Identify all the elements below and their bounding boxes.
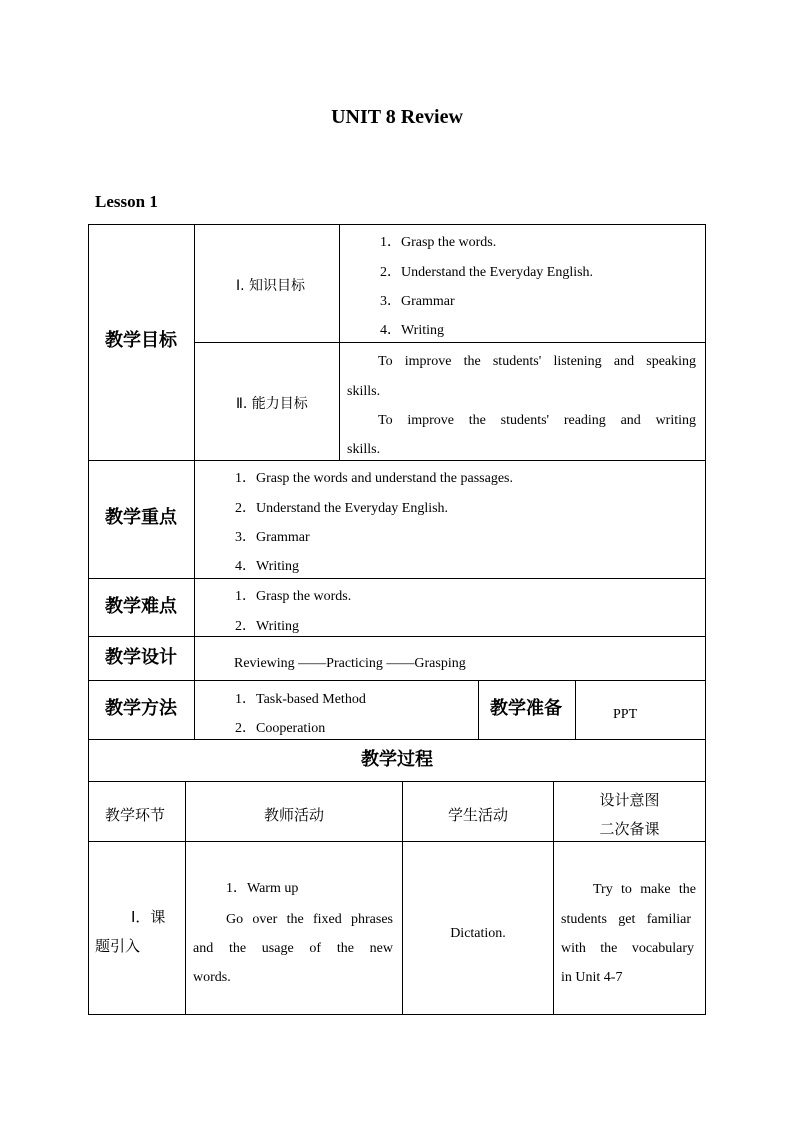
ability-text-line: skills. (347, 384, 381, 399)
objectives-label: 教学目标 (105, 330, 177, 351)
divider (88, 636, 706, 637)
divider (575, 680, 576, 739)
divider (194, 224, 195, 739)
design-intent-line: in Unit 4-7 (561, 970, 623, 985)
header-student: 学生活动 (447, 806, 508, 824)
preparation-label: 教学准备 (490, 698, 562, 719)
method-item: 1．Task-based Method (235, 692, 366, 707)
key-point-item: 1．Grasp the words and understand the passages. (235, 471, 513, 486)
divider (194, 342, 705, 343)
teacher-activity-title: 1．Warm up (226, 881, 299, 896)
key-point-item: 2．Understand the Everyday English. (235, 501, 449, 516)
header-second-prep: 二次备课 (599, 820, 660, 838)
ability-text-line: To improve the students' reading and writing (378, 413, 697, 428)
key-point-item: 4．Writing (235, 559, 299, 574)
header-teacher: 教师活动 (263, 806, 324, 824)
stage-text: 题引入 (95, 937, 141, 955)
divider (478, 680, 479, 739)
ability-objective-label: Ⅱ. 能力目标 (236, 396, 308, 412)
table-border-bottom (88, 1014, 706, 1015)
table-border-left (88, 224, 89, 1015)
knowledge-item: 2．Understand the Everyday English. (380, 265, 594, 280)
student-activity: Dictation. (450, 926, 506, 941)
lesson-heading: Lesson 1 (95, 192, 158, 211)
knowledge-item: 4．Writing (380, 323, 444, 338)
table-border-top (88, 224, 706, 225)
stage-text: Ⅰ．课 (131, 908, 166, 926)
design-intent-line: Try to make the (593, 882, 696, 897)
header-intent: 设计意图 (599, 791, 660, 809)
methods-label: 教学方法 (105, 698, 177, 719)
difficulties-label: 教学难点 (105, 596, 177, 617)
design-intent-line: students get familiar (561, 912, 691, 927)
divider (88, 680, 706, 681)
design-text: Reviewing ——Practicing ——Grasping (234, 656, 466, 671)
design-label: 教学设计 (105, 647, 177, 668)
header-stage: 教学环节 (105, 806, 166, 824)
ability-text-line: To improve the students' listening and speaking (378, 354, 697, 369)
teacher-activity-line: Go over the fixed phrases (226, 912, 394, 927)
ability-text-line: skills. (347, 442, 381, 457)
teacher-activity-line: and the usage of the new (193, 941, 393, 956)
divider (553, 781, 554, 1014)
key-points-label: 教学重点 (105, 507, 177, 528)
preparation-value: PPT (613, 707, 638, 722)
difficulty-item: 1．Grasp the words. (235, 589, 352, 604)
divider (88, 739, 706, 740)
page-title: UNIT 8 Review (331, 106, 463, 128)
divider (88, 841, 706, 842)
divider (88, 781, 706, 782)
teacher-activity-line: words. (193, 970, 231, 985)
difficulty-item: 2．Writing (235, 619, 299, 634)
method-item: 2．Cooperation (235, 721, 326, 736)
design-intent-line: with the vocabulary (561, 941, 695, 956)
key-point-item: 3．Grammar (235, 530, 310, 545)
knowledge-item: 1．Grasp the words. (380, 235, 497, 250)
table-border-right (705, 224, 706, 1015)
process-label: 教学过程 (361, 749, 433, 770)
divider (88, 460, 706, 461)
divider (88, 578, 706, 579)
knowledge-item: 3．Grammar (380, 294, 455, 309)
knowledge-objective-label: Ⅰ. 知识目标 (236, 278, 306, 294)
